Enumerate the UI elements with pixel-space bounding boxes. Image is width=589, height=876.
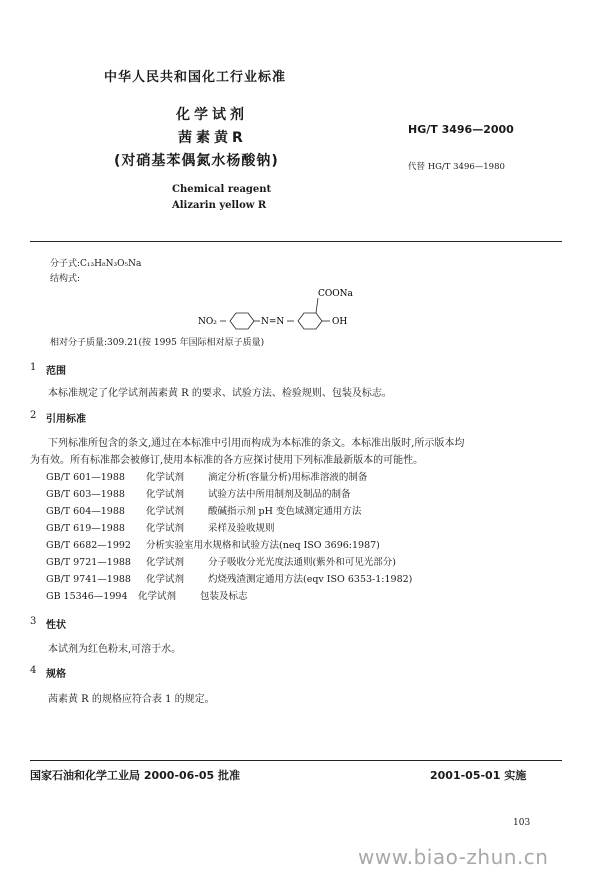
- section-2-text-1: 下列标准所包含的条文,通过在本标准中引用而构成为本标准的条文。本标准出版时,所示版本均: [48, 438, 465, 449]
- molecular-mass: 相对分子质量:309.21(按 1995 年国际相对原子质量): [50, 338, 265, 348]
- reference-row: [46, 554, 396, 568]
- section-4-title: 规格: [46, 669, 66, 680]
- section-1-text: 本标准规定了化学试剂茜素黄 R 的要求、试验方法、检验规则、包装及标志。: [48, 388, 392, 399]
- org-line: 中华人民共和国化工行业标准: [104, 70, 287, 85]
- implementation-line: 2001-05-01 实施: [430, 769, 527, 782]
- title-line-1: 化学试剂: [176, 107, 248, 123]
- approval-line: 国家石油和化学工业局 2000-06-05 批准: [30, 769, 241, 782]
- reference-row: [46, 469, 367, 483]
- benzene-ring-2: [298, 313, 322, 329]
- reference-field: GB/T 6682—1992: [46, 540, 131, 551]
- section-2-number: 2: [30, 410, 37, 421]
- struct-oh: OH: [332, 317, 348, 327]
- title-en-2: Alizarin yellow R: [172, 200, 267, 211]
- structural-formula: [190, 283, 370, 333]
- reference-field: GB/T 619—1988: [46, 523, 125, 534]
- reference-field: GB/T 601—1988: [46, 472, 125, 483]
- molecular-value: C₁₃H₈N₃O₅Na: [80, 259, 142, 269]
- reference-row: [46, 486, 351, 500]
- section-2-title: 引用标准: [46, 414, 86, 425]
- reference-row: [46, 520, 275, 534]
- reference-field: 化学试剂: [146, 574, 185, 585]
- title-en-1: Chemical reagent: [172, 184, 272, 195]
- reference-field: 化学试剂: [146, 489, 185, 500]
- reference-field: 试验方法中所用制剂及制品的制备: [208, 489, 351, 500]
- reference-field: 化学试剂: [146, 557, 185, 568]
- reference-field: 滴定分析(容量分析)用标准溶液的制备: [208, 472, 368, 483]
- reference-field: 化学试剂: [146, 523, 185, 534]
- molecular-label: 分子式:: [50, 259, 81, 269]
- structure-label: 结构式:: [50, 274, 81, 284]
- molecular-formula: [50, 256, 141, 269]
- header-rule: [30, 241, 562, 242]
- reference-row: [46, 503, 361, 517]
- reference-field: 分子吸收分光光度法通则(紫外和可见光部分): [208, 557, 396, 568]
- struct-no2: NO₂: [198, 317, 217, 327]
- reference-field: 酸碱指示剂 pH 变色域测定通用方法: [208, 506, 362, 517]
- reference-field: 采样及验收规则: [208, 523, 275, 534]
- reference-field: 包装及标志: [200, 591, 248, 602]
- page-number: 103: [513, 818, 531, 828]
- benzene-ring-1: [230, 313, 254, 329]
- section-1-title: 范围: [46, 366, 66, 377]
- section-2-text-2: 为有效。所有标准都会被修订,使用本标准的各方应探讨使用下列标准最新版本的可能性。: [30, 455, 424, 466]
- replaces-note: 代替 HG/T 3496—1980: [408, 162, 505, 172]
- section-4-text: 茜素黄 R 的规格应符合表 1 的规定。: [48, 694, 215, 705]
- reference-field: GB/T 604—1988: [46, 506, 125, 517]
- struct-azo: N=N: [261, 317, 285, 327]
- reference-field: GB/T 9741—1988: [46, 574, 131, 585]
- reference-field: GB/T 9721—1988: [46, 557, 131, 568]
- section-3-number: 3: [30, 616, 37, 627]
- section-4-number: 4: [30, 665, 37, 676]
- section-1-number: 1: [30, 362, 37, 373]
- reference-field: 灼烧残渣测定通用方法(eqv ISO 6353-1:1982): [208, 574, 413, 585]
- reference-field: 分析实验室用水规格和试验方法(neq ISO 3696:1987): [146, 540, 380, 551]
- section-3-text: 本试剂为红色粉末,可溶于水。: [48, 644, 182, 655]
- watermark: www.biao-zhun.cn: [358, 845, 549, 869]
- title-line-2: 茜素黄R: [178, 130, 247, 146]
- title-line-3: (对硝基苯偶氮水杨酸钠): [114, 153, 279, 169]
- reference-field: GB 15346—1994: [46, 591, 128, 602]
- struct-coona: COONa: [318, 289, 353, 299]
- reference-row: [46, 537, 380, 551]
- footer-rule: [30, 760, 562, 761]
- reference-field: 化学试剂: [146, 506, 185, 517]
- reference-field: 化学试剂: [146, 472, 185, 483]
- reference-field: 化学试剂: [138, 591, 177, 602]
- section-3-title: 性状: [46, 620, 66, 631]
- reference-row: [46, 588, 248, 602]
- reference-row: [46, 571, 412, 585]
- reference-field: GB/T 603—1988: [46, 489, 125, 500]
- standard-number: HG/T 3496—2000: [408, 123, 514, 136]
